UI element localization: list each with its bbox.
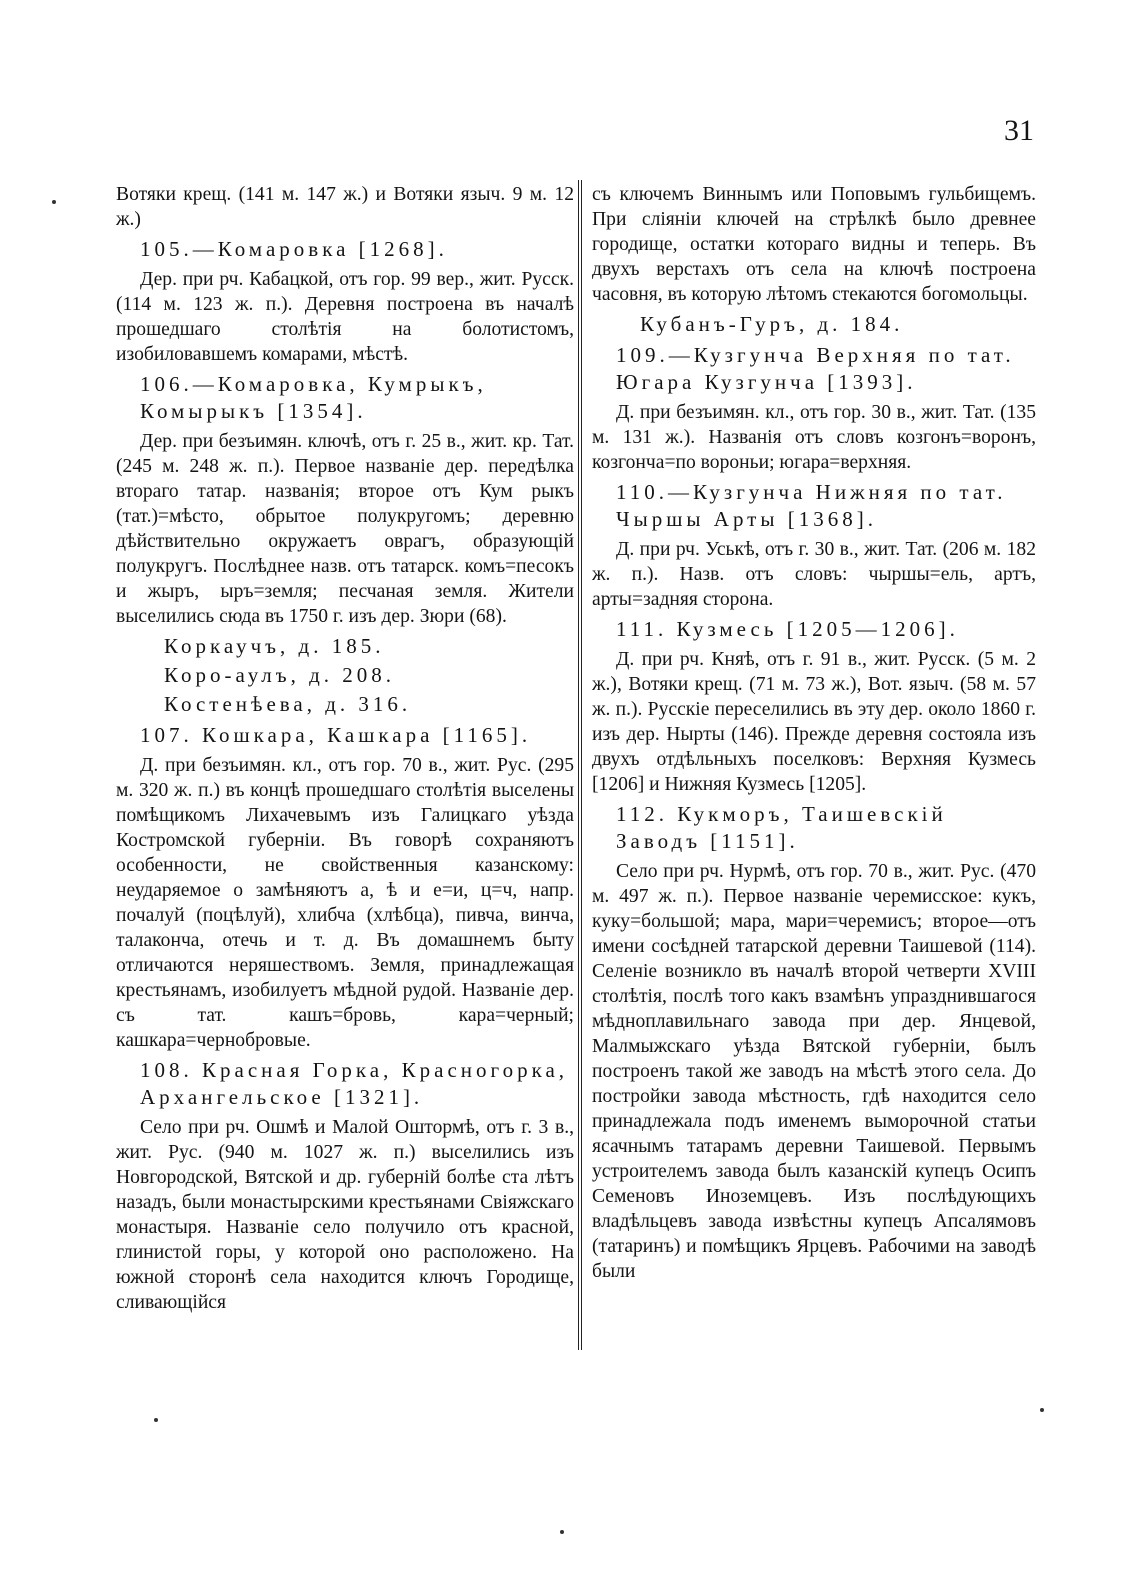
scan-speck: [154, 1418, 158, 1422]
entry-heading: 112. Кукморъ, Таишевскій Заводъ [1151].: [616, 802, 947, 853]
entry-paragraph: Дер. при рч. Кабацкой, отъ гор. 99 вер., жит. Русск. (114 м. 123 ж. п.). Деревня построена въ началѣ прошедшаго столѣтія на болотистомъ, изобиловавшемъ комарами, мѣстѣ.: [116, 269, 574, 365]
continued-paragraph: съ ключемъ Виннымъ или Поповымъ гульбищемъ. При сліяніи ключей на стрѣлкѣ было древнее городище, остатки котораго видны и теперь. Въ двухъ верстахъ отъ села на ключѣ построена часовня, въ которую лѣтомъ стекаются богомольцы.: [592, 184, 1036, 305]
cross-reference: Коркаучъ, д. 185.: [164, 634, 385, 658]
entry-heading: 107. Кошкара, Кашкара [1165].: [140, 723, 532, 747]
entry-heading: 109.—Кузгунча Верхняя по тат. Югара Кузгунча [1393].: [616, 343, 1015, 394]
column-divider: [578, 180, 582, 1350]
page-number: 31: [1004, 114, 1034, 147]
right-column: [592, 182, 1036, 1288]
entry-heading: 108. Красная Горка, Красногорка, Архангельское [1321].: [140, 1058, 569, 1109]
entry-paragraph: Село при рч. Ошмѣ и Малой Оштормѣ, отъ г. 3 в., жит. Рус. (940 м. 1027 ж. п.) выселились изъ Новгородской, Вятской и др. губерній болѣе ста лѣтъ назадъ, были монастырскими крестьянами Свіяжскаго монастыря. Названіе село получило отъ красной, глинистой горы, у которой оно расположено. На южной сторонѣ села находится ключъ Городище, сливающійся: [116, 1117, 574, 1313]
entry-heading: 105.—Комаровка [1268].: [140, 237, 448, 261]
entry-paragraph: Д. при рч. Княѣ, отъ г. 91 в., жит. Русск. (5 м. 2 ж.), Вотяки крещ. (71 м. 73 ж.), Вот. языч. (58 м. 57 ж. п.). Русскіе переселились въ эту дер. около 1860 г. изъ дер. Нырты (146). Прежде деревня состояла изъ двухъ отдѣльныхъ поселковъ: Верхняя Кузмесь [1206] и Нижняя Кузмесь [1205].: [592, 649, 1036, 795]
entry-paragraph: Село при рч. Нурмѣ, отъ гор. 70 в., жит. Рус. (470 м. 497 ж. п.). Первое названіе черемисское: кукъ, куку=большой; мара, мари=черемисъ; второе—отъ имени сосѣдней татарской деревни Таишевой (114). Селеніе возникло въ началѣ второй четверти XVIII столѣтія, послѣ того какъ взамѣнъ упразднившагося мѣдноплавильнаго завода при дер. Янцевой, Малмыжскаго уѣзда Вятской губерніи, былъ построенъ такой же заводъ на мѣстѣ этого села. До постройки завода мѣстность, гдѣ находится село принадлежала подъ именемъ выморочной статьи ясачнымъ татарамъ деревни Таишевой. Первымъ устроителемъ завода былъ казанскій купецъ Осипъ Семеновъ Иноземцевъ. Изъ послѣдующихъ владѣльцевъ завода извѣстны купецъ Апсалямовъ (татаринъ) и помѣщикъ Ярцевъ. Рабочими на заводѣ были: [592, 861, 1036, 1282]
left-column: [116, 182, 574, 1319]
entry-paragraph: Д. при безъимян. кл., отъ гор. 70 в., жит. Рус. (295 м. 320 ж. п.) въ концѣ прошедшаго столѣтія выселены помѣщикомъ Лихачевымъ изъ Галицкаго уѣзда Костромской губерніи. Въ говорѣ сохраняютъ особенности, не свойственныя казанскому: неударяемое о замѣняютъ а, ѣ и е=и, ц=ч, напр. почалуй (поцѣлуй), хлибча (хлѣбца), пивча, винча, талакончa, отечь и т. д. Въ домашнемъ быту отличаются неряшествомъ. Земля, принадлежащая крестьянамъ, изобилуетъ мѣдной рудой. Названіе дер. съ тат. кашъ=бровь, кара=черный; кашкара=чернобровые.: [116, 755, 574, 1051]
cross-reference: Кубанъ-Гуръ, д. 184.: [640, 312, 904, 336]
scan-speck: [1040, 1408, 1044, 1412]
scan-speck: [52, 200, 56, 204]
cross-reference: Коро-аулъ, д. 208.: [164, 663, 396, 687]
cross-reference: Костенѣева, д. 316.: [164, 692, 412, 716]
scan-speck: [560, 1530, 564, 1534]
entry-paragraph: Д. при рч. Уськѣ, отъ г. 30 в., жит. Тат. (206 м. 182 ж. п.). Назв. отъ словъ: чыршы=ель, артъ, арты=задняя сторона.: [592, 539, 1036, 610]
entry-heading: 106.—Комаровка, Кумрыкъ, Комырыкъ [1354].: [140, 372, 487, 423]
entry-paragraph: Д. при безъимян. кл., отъ гор. 30 в., жит. Тат. (135 м. 131 ж.). Названія отъ словъ козгонъ=воронъ, козгонча=по вороньи; югара=верхняя.: [592, 402, 1036, 473]
entry-heading: 111. Кузмесь [1205—1206].: [616, 617, 959, 641]
entry-heading: 110.—Кузгунча Нижняя по тат. Чыршы Арты [1368].: [616, 480, 1007, 531]
continued-paragraph: Вотяки крещ. (141 м. 147 ж.) и Вотяки языч. 9 м. 12 ж.): [116, 184, 574, 230]
entry-paragraph: Дер. при безъимян. ключѣ, отъ г. 25 в., жит. кр. Тат. (245 м. 248 ж. п.). Первое названіе дер. передѣлка втораго татар. названія; второе отъ Кум рыкъ (тат.)=мѣсто, обрытое полукругомъ; деревню дѣйствительно окружаетъ оврагъ, образующій полукругъ. Послѣднее назв. отъ татарск. комъ=песокъ и жыръ, ыръ=земля; песчаная земля. Жители выселились сюда въ 1750 г. изъ дер. Зюри (68).: [116, 431, 574, 627]
